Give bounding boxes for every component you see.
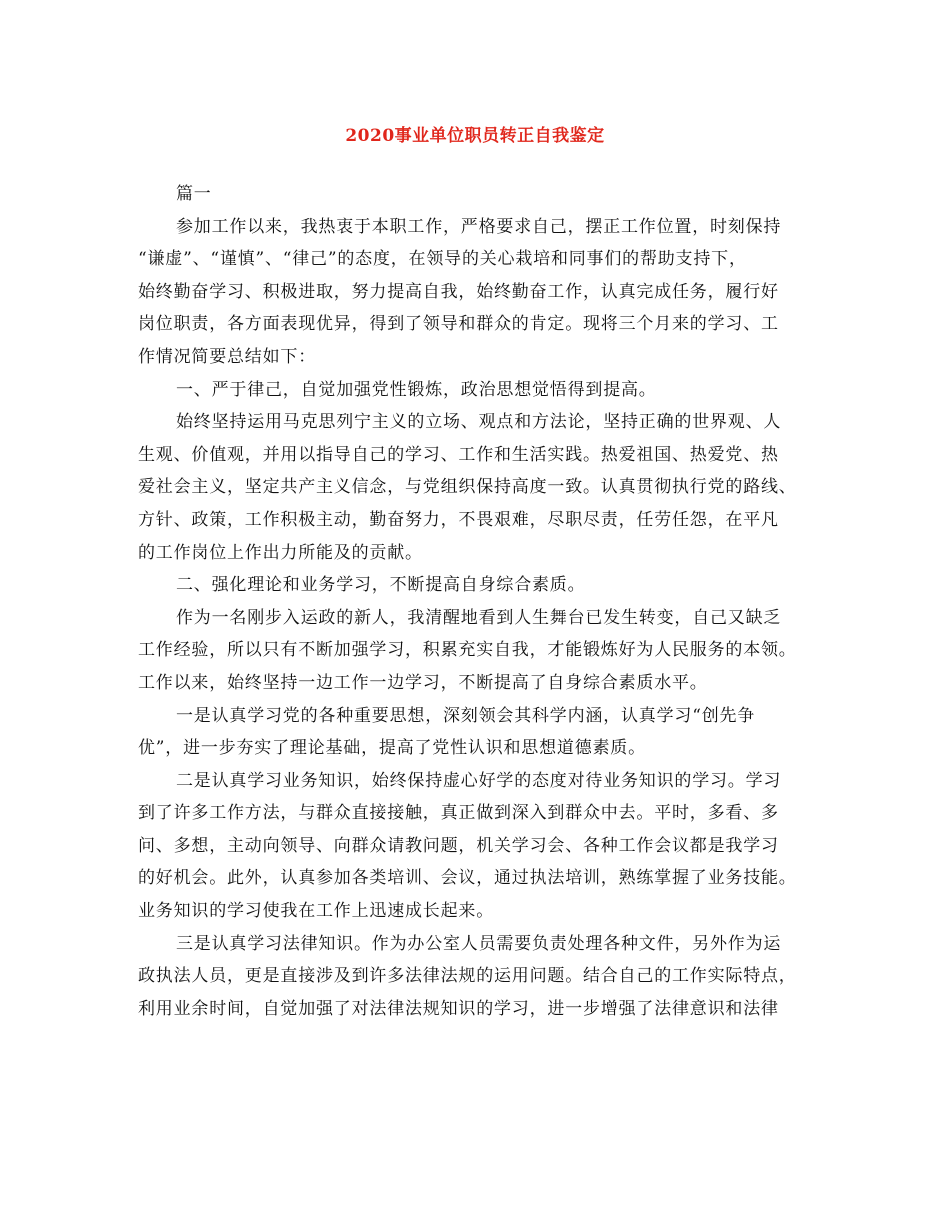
paragraph-line: 一、严于律己，自觉加强党性锻炼，政治思想觉悟得到提高。 <box>176 379 657 400</box>
paragraph-line: “谦虚”、“谨慎”、“律己”的态度，在领导的关心栽培和同事们的帮助支持下， <box>138 249 747 270</box>
paragraph-line: 参加工作以来，我热衷于本职工作，严格要求自己，摆正工作位置，时刻保持 <box>176 216 782 237</box>
paragraph-line: 工作经验，所以只有不断加强学习，积累充实自我，才能锻炼好为人民服务的本领。 <box>138 640 797 661</box>
paragraph-line: 一是认真学习党的各种重要思想，深刻领会其科学内涵，认真学习“创先争 <box>176 705 756 726</box>
paragraph-line: 业务知识的学习使我在工作上迅速成长起来。 <box>138 901 494 922</box>
document-title: 2020事业单位职员转正自我鉴定 <box>345 126 605 146</box>
paragraph-line: 生观、价值观，并用以指导自己的学习、工作和生活实践。热爱祖国、热爱党、热 <box>138 444 779 465</box>
paragraph-line: 始终坚持运用马克思列宁主义的立场、观点和方法论，坚持正确的世界观、人 <box>176 412 782 433</box>
paragraph-line: 到了许多工作方法，与群众直接接触，真正做到深入到群众中去。平时，多看、多 <box>138 803 779 824</box>
paragraph-line: 工作以来，始终坚持一边工作一边学习，不断提高了自身综合素质水平。 <box>138 672 708 693</box>
paragraph-line: 作情况简要总结如下： <box>138 346 316 367</box>
paragraph-line: 的好机会。此外，认真参加各类培训、会议，通过执法培训，熟练掌握了业务技能。 <box>138 868 797 889</box>
paragraph-line: 的工作岗位上作出力所能及的贡献。 <box>138 542 423 563</box>
paragraph-line: 作为一名刚步入运政的新人，我清醒地看到人生舞台已发生转变，自己又缺乏 <box>176 607 782 628</box>
paragraph-line: 二是认真学习业务知识，始终保持虚心好学的态度对待业务知识的学习。学习 <box>176 770 782 791</box>
paragraph-line: 优”，进一步夯实了理论基础，提高了党性认识和思想道德素质。 <box>138 738 646 759</box>
paragraph-line: 始终勤奋学习、积极进取，努力提高自我，始终勤奋工作，认真完成任务，履行好 <box>138 281 779 302</box>
paragraph-line: 岗位职责，各方面表现优异，得到了领导和群众的肯定。现将三个月来的学习、工 <box>138 314 779 335</box>
paragraph-line: 爱社会主义，坚定共产主义信念，与党组织保持高度一致。认真贯彻执行党的路线、 <box>138 477 797 498</box>
paragraph-line: 篇一 <box>176 184 212 204</box>
paragraph-line: 方针、政策，工作积极主动，勤奋努力，不畏艰难，尽职尽责，任劳任怨，在平凡 <box>138 509 779 530</box>
document-body <box>138 178 826 1025</box>
paragraph-line: 问、多想，主动向领导、向群众请教问题，机关学习会、各种工作会议都是我学习 <box>138 835 779 856</box>
paragraph-line: 三是认真学习法律知识。作为办公室人员需要负责处理各种文件，另外作为运 <box>176 933 782 954</box>
paragraph-line: 政执法人员，更是直接涉及到许多法律法规的运用问题。结合自己的工作实际特点， <box>138 966 797 987</box>
paragraph-line: 二、强化理论和业务学习，不断提高自身综合素质。 <box>176 575 586 596</box>
paragraph-line: 利用业余时间，自觉加强了对法律法规知识的学习，进一步增强了法律意识和法律 <box>138 998 779 1019</box>
